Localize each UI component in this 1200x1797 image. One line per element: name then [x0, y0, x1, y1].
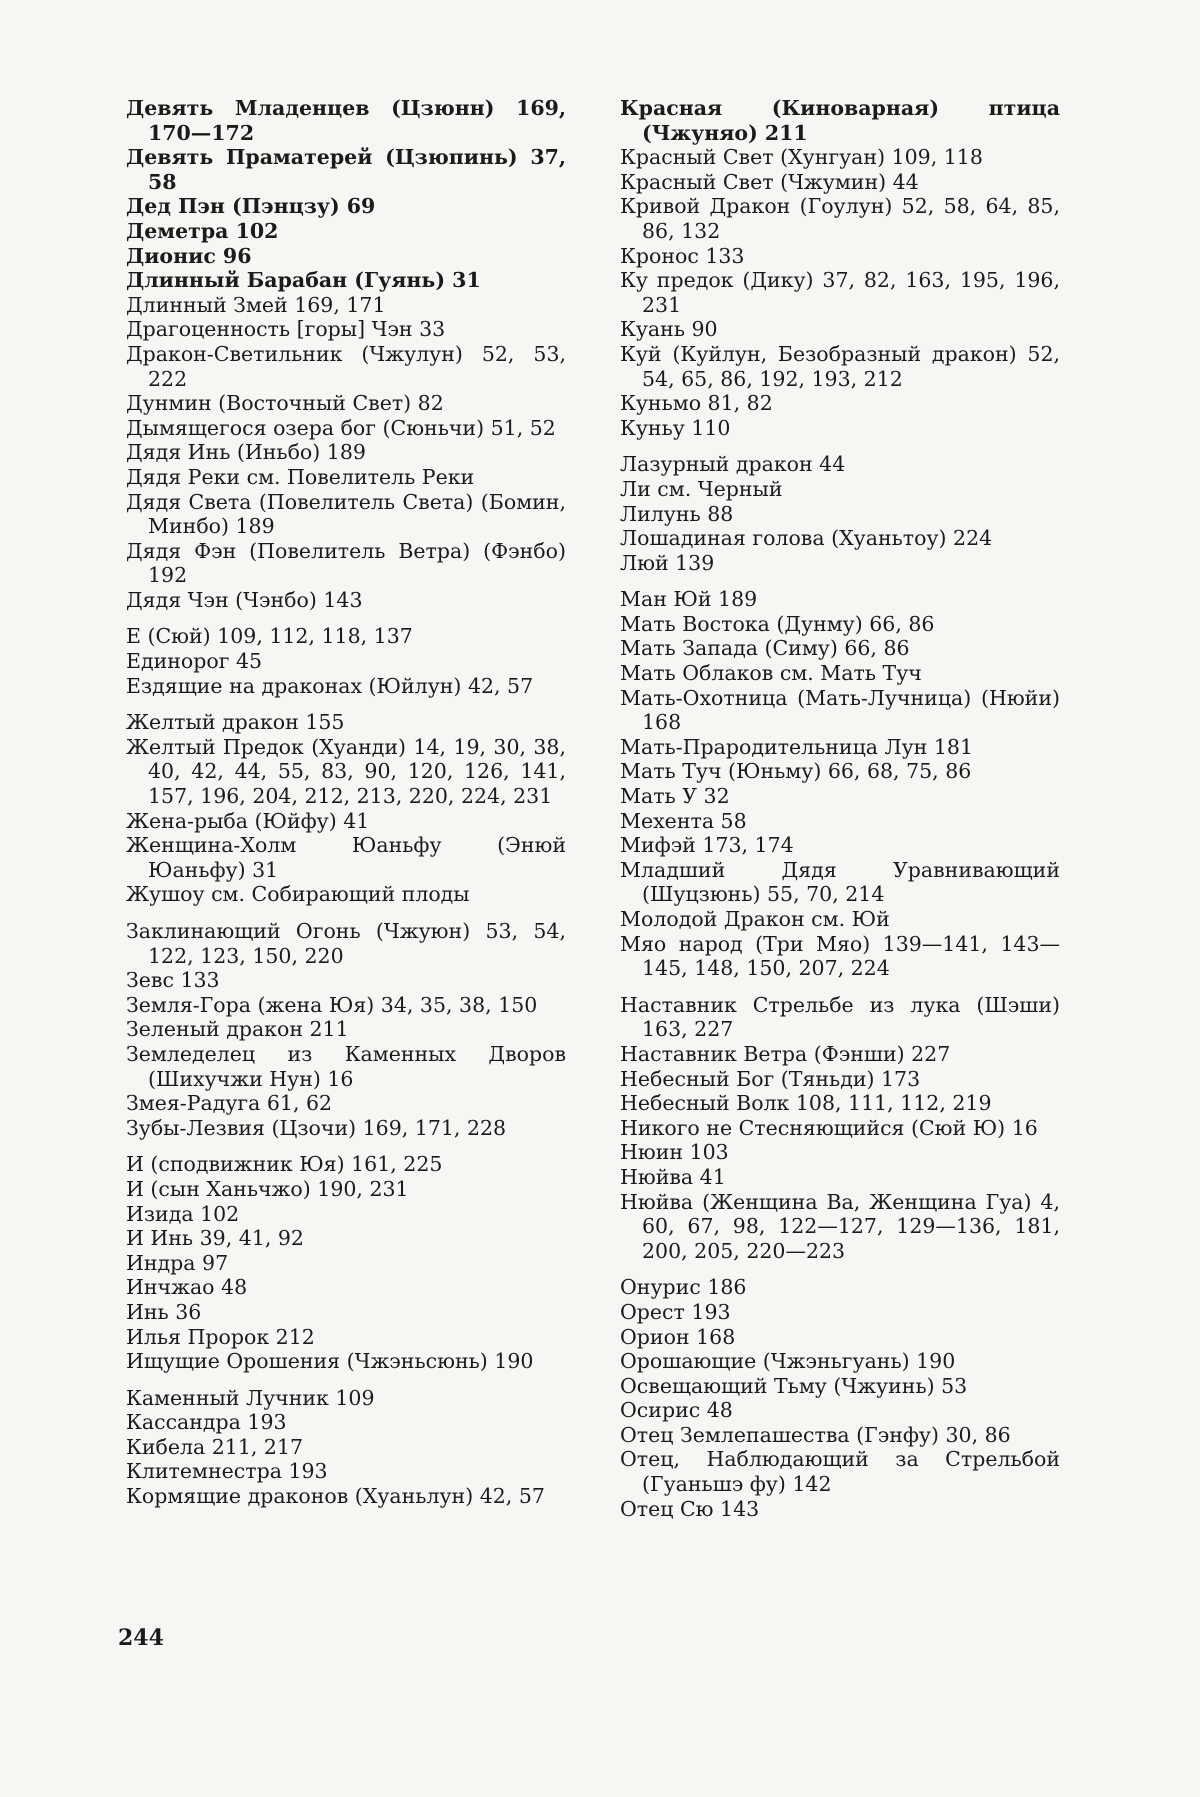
index-entry: Единорог 45 — [126, 649, 263, 674]
index-entry: Онурис 186 — [620, 1275, 747, 1300]
index-entry: Кибела 211, 217 — [126, 1434, 304, 1459]
index-entry: Дымящегося озера бог (Сюньчи) 51, 52 — [126, 415, 556, 440]
index-entry: Девять Праматерей (Цзюпинь) 37, 58 — [126, 145, 566, 194]
index-entry: Каменный Лучник 109 — [126, 1385, 375, 1410]
index-column-right — [620, 96, 1060, 1521]
index-entry: Ездящие на драконах (Юйлун) 42, 57 — [126, 673, 534, 698]
index-entry: Клитемнестра 193 — [126, 1459, 328, 1484]
index-entry: Лазурный дракон 44 — [620, 452, 846, 477]
index-entry: Кассандра 193 — [126, 1410, 287, 1435]
index-column-left — [126, 96, 566, 1509]
index-entry: Инь 36 — [126, 1299, 202, 1324]
index-entry: Мифэй 173, 174 — [620, 833, 794, 858]
index-entry: И Инь 39, 41, 92 — [126, 1226, 304, 1251]
index-entry: Нюин 103 — [620, 1140, 729, 1165]
index-entry: Илья Пророк 212 — [126, 1324, 315, 1349]
index-entry: Дед Пэн (Пэнцзу) 69 — [126, 194, 376, 219]
index-entry: Драгоценность [горы] Чэн 33 — [126, 317, 446, 342]
index-entry: Желтый дракон 155 — [126, 710, 345, 735]
index-entry: И (сподвижник Юя) 161, 225 — [126, 1152, 443, 1177]
index-entry: Индра 97 — [126, 1250, 229, 1275]
index-entry: Отец Сю 143 — [620, 1496, 760, 1521]
index-entry: Жушоу см. Собирающий плоды — [126, 882, 470, 907]
index-entry: Дракон-Светильник (Чжулун) 52, 53, 222 — [126, 341, 566, 391]
index-entry: Инчжао 48 — [126, 1275, 248, 1300]
index-entry: Нюйва (Женщина Ва, Женщина Гуа) 4, 60, 67, 98, 122—127, 129—136, 181, 200, 205, 220—223 — [620, 1189, 1060, 1263]
index-entry: Отец Землепашества (Гэнфу) 30, 86 — [620, 1422, 1011, 1447]
index-entry: Орошающие (Чжэньгуань) 190 — [620, 1349, 956, 1374]
index-entry: Женщина-Холм Юаньфу (Энюй Юаньфу) 31 — [126, 833, 566, 882]
page-number: 244 — [118, 1625, 164, 1651]
index-entry: Земля-Гора (жена Юя) 34, 35, 38, 150 — [126, 992, 538, 1017]
index-entry: Отец, Наблюдающий за Стрельбой (Гуаньшэ фу) 142 — [620, 1447, 1060, 1497]
index-entry: Орион 168 — [620, 1324, 736, 1349]
index-entry: Змея-Радуга 61, 62 — [126, 1091, 333, 1116]
index-entry: Освещающий Тьму (Чжуинь) 53 — [620, 1373, 968, 1398]
index-entry: Небесный Волк 108, 111, 112, 219 — [620, 1091, 992, 1116]
index-entry: Орест 193 — [620, 1299, 731, 1324]
index-entry: Красный Свет (Хунгуан) 109, 118 — [620, 145, 983, 170]
index-entry: Небесный Бог (Тяньди) 173 — [620, 1066, 921, 1091]
index-entry: Мать У 32 — [620, 784, 730, 809]
index-entry: Мать-Прародительница Лун 181 — [620, 734, 973, 759]
index-entry: Дядя Инь (Иньбо) 189 — [126, 440, 366, 465]
index-entry: Наставник Стрельбе из лука (Шэши) 163, 227 — [620, 992, 1060, 1042]
index-entry: Зевс 133 — [126, 968, 220, 993]
index-entry: Зеленый дракон 211 — [126, 1017, 349, 1042]
index-entry: Красная (Киноварная) птица (Чжуняо) 211 — [620, 96, 1060, 145]
index-entry: Мяо народ (Три Мяо) 139—141, 143—145, 148, 150, 207, 224 — [620, 931, 1060, 981]
index-entry: Ку предок (Дику) 37, 82, 163, 195, 196, 231 — [620, 268, 1060, 317]
index-entry: Никого не Стесняющийся (Сюй Ю) 16 — [620, 1115, 1038, 1140]
index-entry: Нюйва 41 — [620, 1164, 726, 1189]
index-entry: Мать-Охотница (Мать-Лучница) (Нюйи) 168 — [620, 685, 1060, 735]
index-entry: Мать Востока (Дунму) 66, 86 — [620, 611, 935, 636]
index-entry: Деметра 102 — [126, 218, 279, 243]
index-entry: Ли см. Черный — [620, 476, 783, 501]
index-entry: Желтый Предок (Хуанди) 14, 19, 30, 38, 40, 42, 44, 55, 83, 90, 120, 126, 141, 157, 196, 204, 212, 213, 220, 224, 231 — [126, 734, 566, 809]
index-entry: Зубы-Лезвия (Цзочи) 169, 171, 228 — [126, 1115, 507, 1140]
index-entry: Кривой Дракон (Гоулун) 52, 58, 64, 85, 86, 132 — [620, 194, 1060, 243]
index-entry: Дионис 96 — [126, 243, 252, 268]
index-entry: Заклинающий Огонь (Чжуюн) 53, 54, 122, 123, 150, 220 — [126, 919, 566, 968]
index-entry: Младший Дядя Уравнивающий (Шуцзюнь) 55, 70, 214 — [620, 857, 1060, 907]
index-entry: Осирис 48 — [620, 1398, 733, 1423]
index-entry: Мехента 58 — [620, 808, 747, 833]
index-entry: Девять Младенцев (Цзюнн) 169, 170—172 — [126, 96, 566, 145]
index-entry: Земледелец из Каменных Дворов (Шихучжи Нун) 16 — [126, 1041, 566, 1091]
index-entry: Красный Свет (Чжумин) 44 — [620, 169, 919, 194]
index-entry: Дядя Чэн (Чэнбо) 143 — [126, 587, 363, 612]
index-entry: Дядя Фэн (Повелитель Ветра) (Фэнбо) 192 — [126, 538, 566, 588]
index-entry: Куньу 110 — [620, 415, 731, 440]
index-entry: Дунмин (Восточный Свет) 82 — [126, 391, 444, 416]
index-entry: Изида 102 — [126, 1201, 240, 1226]
index-entry: Молодой Дракон см. Юй — [620, 907, 890, 931]
index-entry: Ищущие Орошения (Чжэньсюнь) 190 — [126, 1349, 534, 1374]
index-entry: Мать Облаков см. Мать Туч — [620, 661, 922, 686]
index-entry: Мать Туч (Юньму) 66, 68, 75, 86 — [620, 759, 972, 784]
index-entry: Е (Сюй) 109, 112, 118, 137 — [126, 624, 413, 649]
index-entry: Длинный Змей 169, 171 — [126, 292, 386, 317]
index-entry: Люй 139 — [620, 550, 715, 575]
index-entry: Дядя Реки см. Повелитель Реки — [126, 464, 475, 489]
index-entry: Мать Запада (Симу) 66, 86 — [620, 636, 910, 661]
index-entry: Лошадиная голова (Хуаньтоу) 224 — [620, 526, 993, 551]
index-entry: Ман Юй 189 — [620, 587, 758, 612]
index-entry: Жена-рыба (Юйфу) 41 — [126, 808, 370, 833]
index-entry: Кронос 133 — [620, 243, 745, 268]
index-entry: Дядя Света (Повелитель Света) (Бомин, Минбо) 189 — [126, 489, 566, 539]
index-entry: Кормящие драконов (Хуаньлун) 42, 57 — [126, 1484, 545, 1509]
index-entry: Куань 90 — [620, 317, 718, 342]
index-entry: Куй (Куйлун, Безобразный дракон) 52, 54, 65, 86, 192, 193, 212 — [620, 341, 1060, 391]
index-entry: Наставник Ветра (Фэнши) 227 — [620, 1041, 951, 1066]
index-entry: Длинный Барабан (Гуянь) 31 — [126, 268, 481, 293]
index-entry: Куньмо 81, 82 — [620, 391, 773, 416]
index-entry: Лилунь 88 — [620, 501, 734, 526]
index-entry: И (сын Ханьчжо) 190, 231 — [126, 1176, 409, 1201]
